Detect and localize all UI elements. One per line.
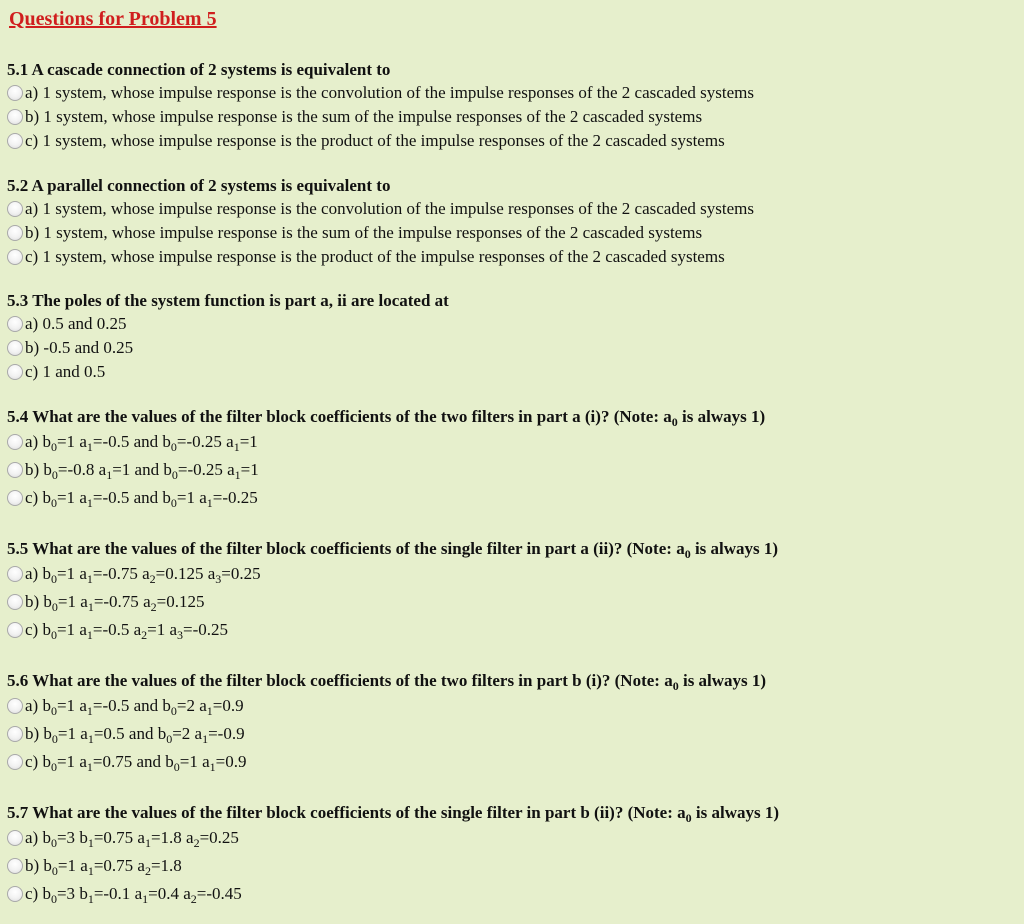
question-text: 5.7 What are the values of the filter block coefficients of the single filter in part b (ii)? (Note: $a_0$ is always 1) [7,803,780,825]
option-label: a) $b_0=1$ $a_1=-0.75$ $a_2=0.125$ $a_3=0.25$ [25,564,261,586]
option-label: a) $b_0=1$ $a_1=-0.5$ and $b_0=2$ $a_1=0.9$ [25,696,244,718]
option-b[interactable] [7,221,754,245]
radio-button[interactable] [7,364,23,380]
question-text: 5.6 What are the values of the filter block coefficients of the two filters in part b (i)? (Note: $a_0$ is always 1) [7,671,767,693]
radio-button[interactable] [7,830,23,846]
option-b[interactable] [7,720,766,748]
question-5-4 [7,406,765,512]
option-label: a) 1 system, whose impulse response is the convolution of the impulse responses of the 2 cascaded systems [25,199,754,218]
option-a[interactable] [7,824,779,852]
option-label: a) $b_0=1$ $a_1=-0.5$ and $b_0=-0.25$ $a_1=1$ [25,432,258,454]
option-label: b) $b_0=1$ $a_1=-0.75$ $a_2=0.125$ [25,592,205,614]
option-a[interactable] [7,197,754,221]
radio-button[interactable] [7,858,23,874]
option-a[interactable] [7,81,754,105]
radio-button[interactable] [7,726,23,742]
radio-button[interactable] [7,622,23,638]
option-b[interactable] [7,852,779,880]
question-text: 5.3 The poles of the system function is part a, ii are located at [7,291,449,310]
option-label: c) 1 system, whose impulse response is the product of the impulse responses of the 2 cascaded systems [25,247,725,266]
radio-button[interactable] [7,490,23,506]
option-label: b) 1 system, whose impulse response is the sum of the impulse responses of the 2 cascaded systems [25,223,703,242]
option-label: c) 1 system, whose impulse response is the product of the impulse responses of the 2 cascaded systems [25,131,725,150]
radio-button[interactable] [7,566,23,582]
option-b[interactable] [7,105,754,129]
option-label: b) $b_0=-0.8$ $a_1=1$ and $b_0=-0.25$ $a_1=1$ [25,460,259,482]
radio-button[interactable] [7,594,23,610]
question-text: 5.2 A parallel connection of 2 systems is equivalent to [7,176,391,195]
option-label: c) 1 and 0.5 [25,362,106,381]
option-a[interactable] [7,428,765,456]
question-5-2 [7,175,754,269]
option-c[interactable] [7,616,778,644]
option-label: c) $b_0=1$ $a_1=-0.5$ $a_2=1$ $a_3=-0.25$ [25,620,229,642]
option-label: a) 0.5 and 0.25 [25,314,127,333]
option-label: a) $b_0=3$ $b_1=0.75$ $a_1=1.8$ $a_2=0.25$ [25,828,239,850]
radio-button[interactable] [7,698,23,714]
option-b[interactable] [7,588,778,616]
option-c[interactable] [7,880,779,908]
radio-button[interactable] [7,462,23,478]
question-text: 5.5 What are the values of the filter block coefficients of the single filter in part a (ii)? (Note: $a_0$ is always 1) [7,539,779,561]
option-label: b) -0.5 and 0.25 [25,338,134,357]
radio-button[interactable] [7,249,23,265]
option-c[interactable] [7,748,766,776]
radio-button[interactable] [7,316,23,332]
page-title: Questions for Problem 5 [9,8,217,30]
option-a[interactable] [7,312,449,336]
radio-button[interactable] [7,225,23,241]
option-b[interactable] [7,336,449,360]
radio-button[interactable] [7,340,23,356]
option-label: a) 1 system, whose impulse response is the convolution of the impulse responses of the 2 cascaded systems [25,83,754,102]
question-text: 5.4 What are the values of the filter block coefficients of the two filters in part a (i)? (Note: $a_0$ is always 1) [7,407,766,429]
option-c[interactable] [7,484,765,512]
option-a[interactable] [7,560,778,588]
radio-button[interactable] [7,133,23,149]
option-label: b) $b_0=1$ $a_1=0.75$ $a_2=1.8$ [25,856,182,878]
option-label: b) $b_0=1$ $a_1=0.5$ and $b_0=2$ $a_1=-0.9$ [25,724,245,746]
option-b[interactable] [7,456,765,484]
option-a[interactable] [7,692,766,720]
question-5-3 [7,290,449,384]
option-c[interactable] [7,245,754,269]
option-label: c) $b_0=1$ $a_1=0.75$ and $b_0=1$ $a_1=0.9$ [25,752,247,774]
question-text: 5.1 A cascade connection of 2 systems is equivalent to [7,60,391,79]
question-5-6 [7,670,766,776]
radio-button[interactable] [7,85,23,101]
option-label: c) $b_0=1$ $a_1=-0.5$ and $b_0=1$ $a_1=-0.25$ [25,488,258,510]
radio-button[interactable] [7,109,23,125]
option-c[interactable] [7,129,754,153]
radio-button[interactable] [7,201,23,217]
option-label: c) $b_0=3$ $b_1=-0.1$ $a_1=0.4$ $a_2=-0.45$ [25,884,242,906]
radio-button[interactable] [7,434,23,450]
radio-button[interactable] [7,886,23,902]
option-c[interactable] [7,360,449,384]
radio-button[interactable] [7,754,23,770]
question-5-7 [7,802,779,908]
question-5-5 [7,538,778,644]
question-5-1 [7,59,754,153]
option-label: b) 1 system, whose impulse response is the sum of the impulse responses of the 2 cascaded systems [25,107,703,126]
